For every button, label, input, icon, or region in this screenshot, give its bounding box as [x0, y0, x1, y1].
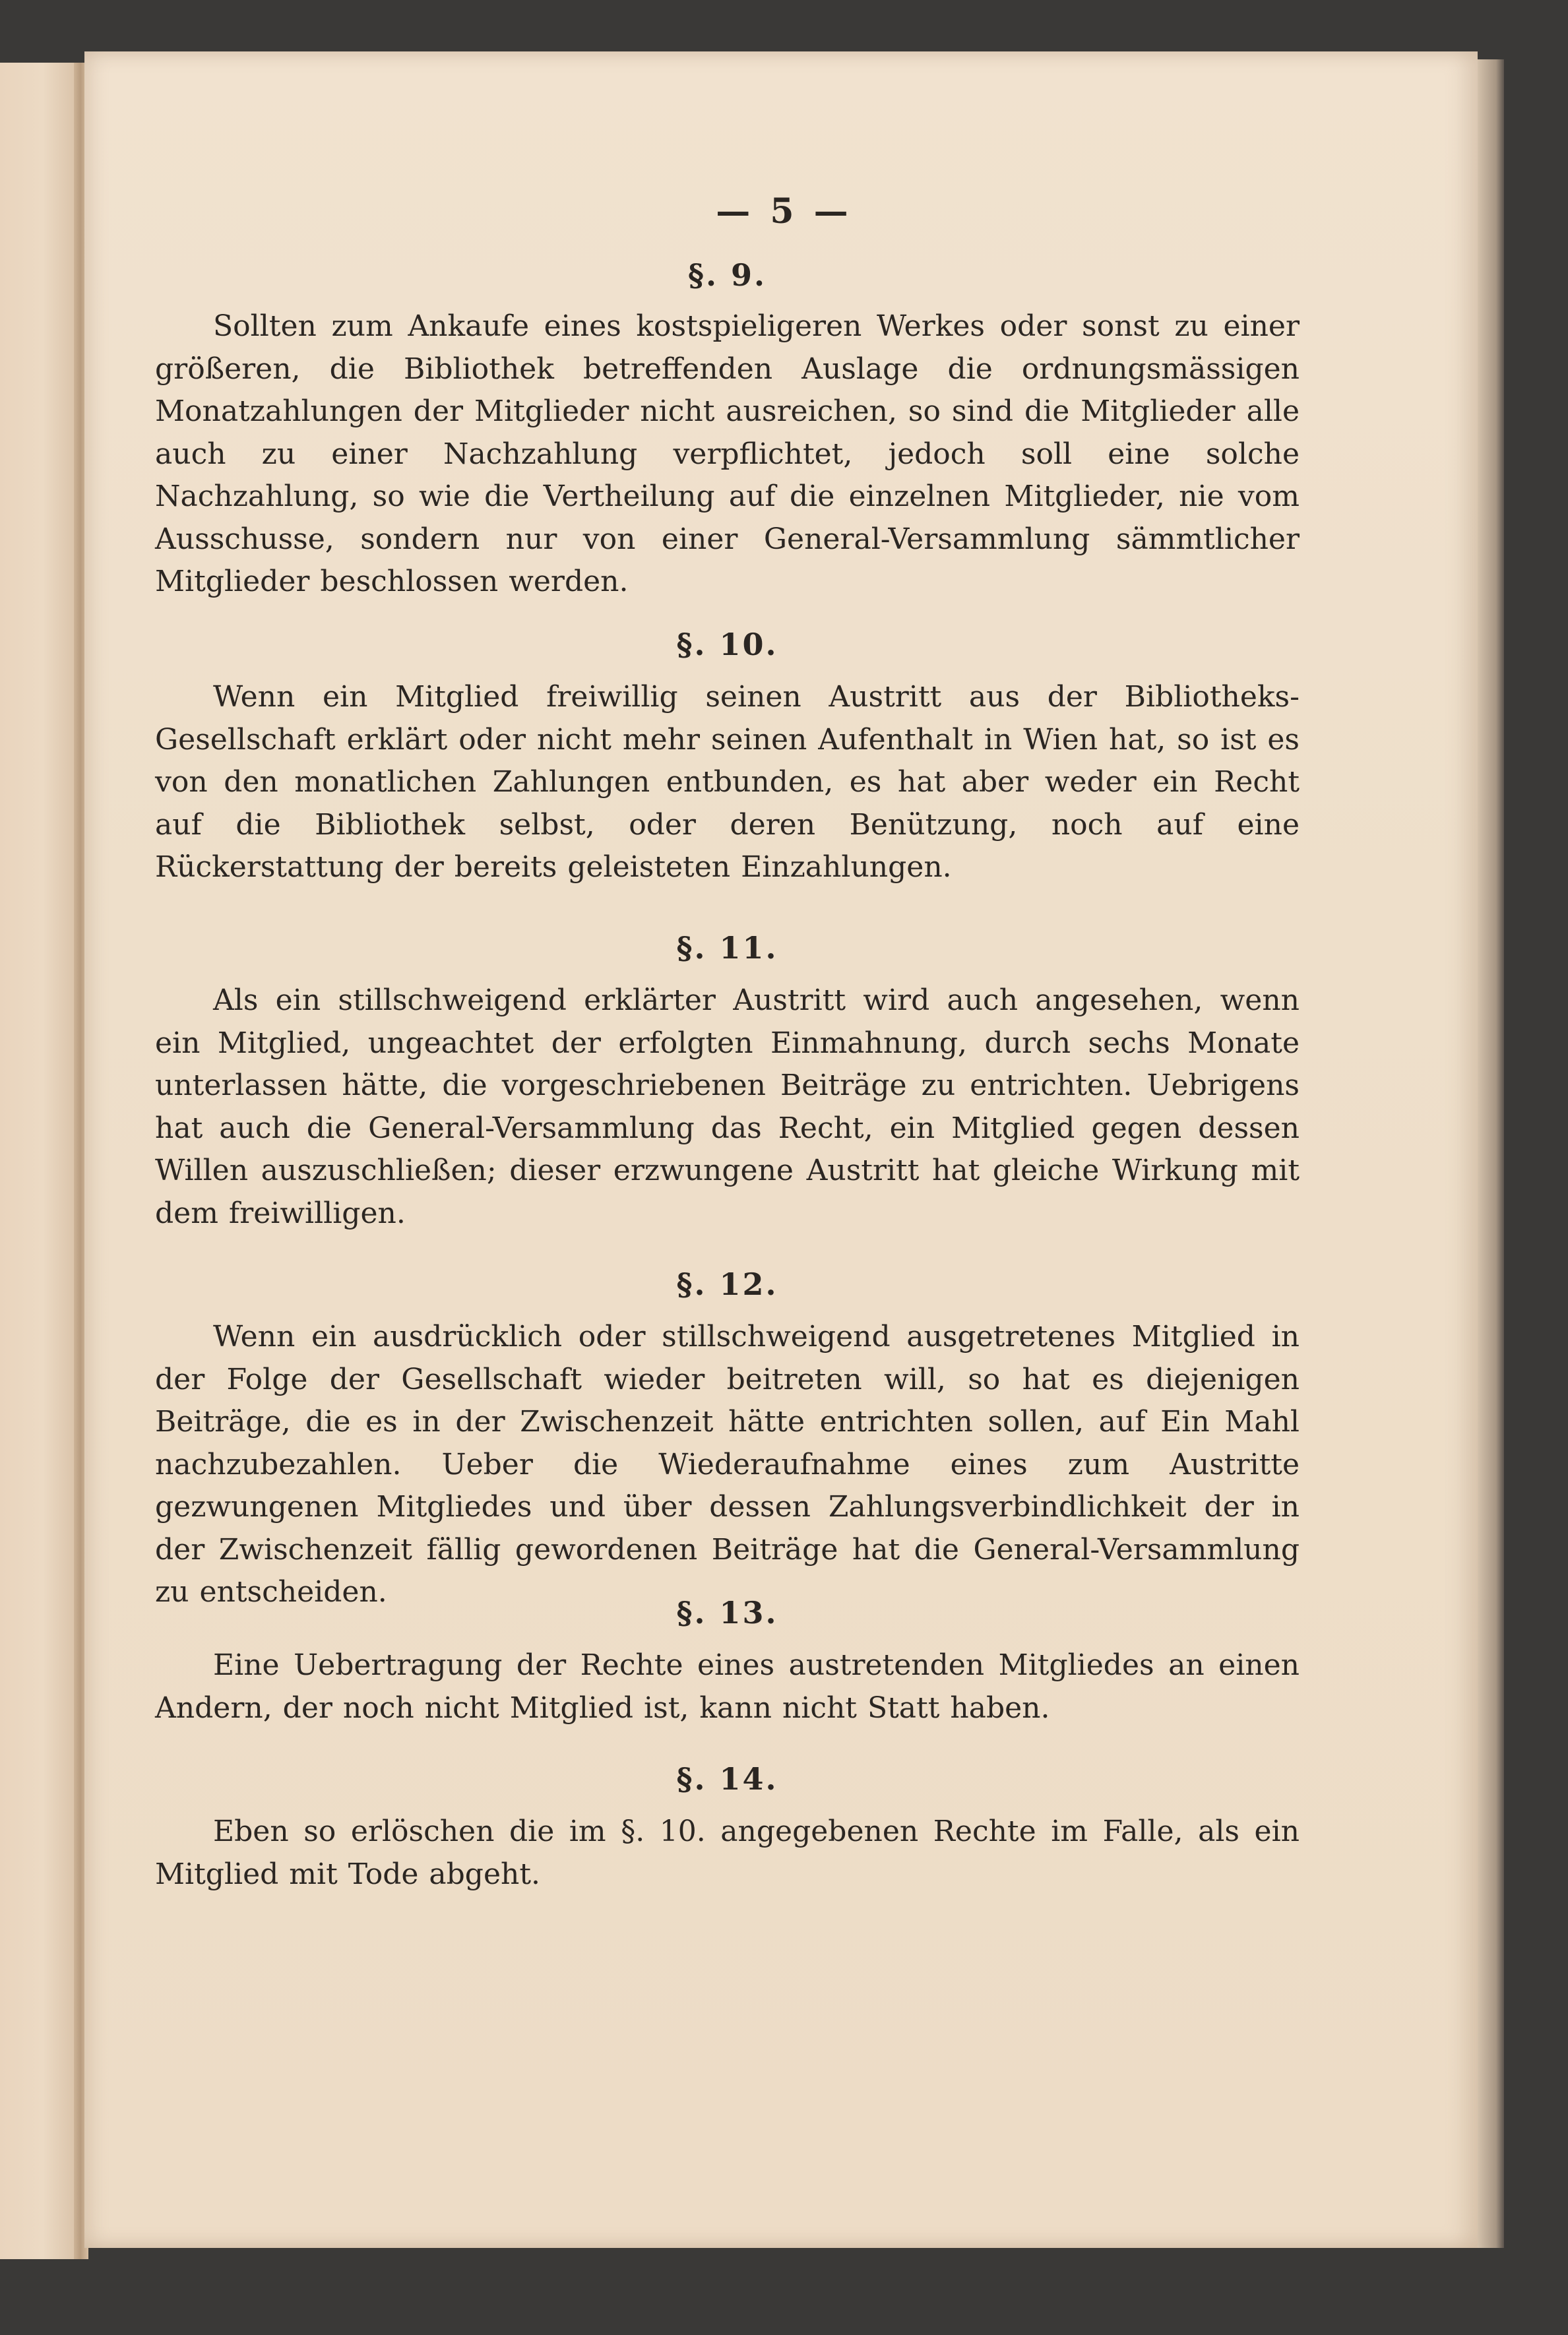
- section-text-10: Wenn ein Mitglied freiwillig seinen Austritt aus der Bibliotheks-Gesellschaft erklärt oder nicht mehr seinen Aufenthalt in Wien hat, so ist es von den monatlichen Zahlungen entbunden, es hat aber weder ein Recht auf die Bibliothek selbst, oder deren Benützung, noch auf eine Rückerstattung der bereits geleisteten Einzahlungen.: [155, 680, 1300, 884]
- section-text-9: Sollten zum Ankaufe eines kostspieligeren Werkes oder sonst zu einer größeren, die Bibliothek betreffenden Auslage die ordnungsmässigen Monatzahlungen der Mitglieder nicht ausreichen, so sind die Mitglieder alle auch zu einer Nachzahlung verpflichtet, jedoch soll eine solche Nachzahlung, so wie die Vertheilung auf die einzelnen Mitglieder, nie vom Ausschusse, sondern nur von einer General-Versammlung sämmtlicher Mitglieder beschlossen werden.: [155, 309, 1300, 598]
- section-text-14: Eben so erlöschen die im §. 10. angegebenen Rechte im Falle, als ein Mitglied mit Tode abgeht.: [155, 1815, 1300, 1891]
- section-heading-9: §. 9.: [687, 257, 767, 293]
- section-heading-11: §. 11.: [676, 930, 778, 966]
- section-text-11: Als ein stillschweigend erklärter Austritt wird auch angesehen, wenn ein Mitglied, ungeachtet der erfolgten Einmahnung, durch sechs Monate unterlassen hätte, die vorgeschriebenen Beiträge zu entrichten. Uebrigens hat auch die General-Versammlung das Recht, ein Mitglied gegen dessen Willen auszuschließen; dieser erzwungene Austritt hat gleiche Wirkung mit dem freiwilligen.: [155, 983, 1300, 1230]
- section-heading-12: §. 12.: [676, 1266, 778, 1302]
- page-number: — 5 —: [716, 191, 852, 232]
- section-text-13: Eine Uebertragung der Rechte eines austretenden Mitgliedes an einen Andern, der noch nicht Mitglied ist, kann nicht Statt haben.: [155, 1648, 1300, 1725]
- page-edge-shadow: [1478, 59, 1504, 2248]
- section-heading-10: §. 10.: [676, 627, 778, 662]
- section-text-12: Wenn ein ausdrücklich oder stillschweigend ausgetretenes Mitglied in der Folge der Gesellschaft wieder beitreten will, so hat es diejenigen Beiträge, die es in der Zwischenzeit hätte entrichten sollen, auf Ein Mahl nachzubezahlen. Ueber die Wiederaufnahme eines zum Austritte gezwungenen Mitgliedes und über dessen Zahlungsverbindlichkeit der in der Zwischenzeit fällig gewordenen Beiträge hat die General-Versammlung zu entscheiden.: [155, 1320, 1300, 1609]
- facing-page-edge: [0, 63, 78, 2259]
- section-heading-14: §. 14.: [676, 1761, 778, 1797]
- section-heading-13: §. 13.: [676, 1595, 778, 1631]
